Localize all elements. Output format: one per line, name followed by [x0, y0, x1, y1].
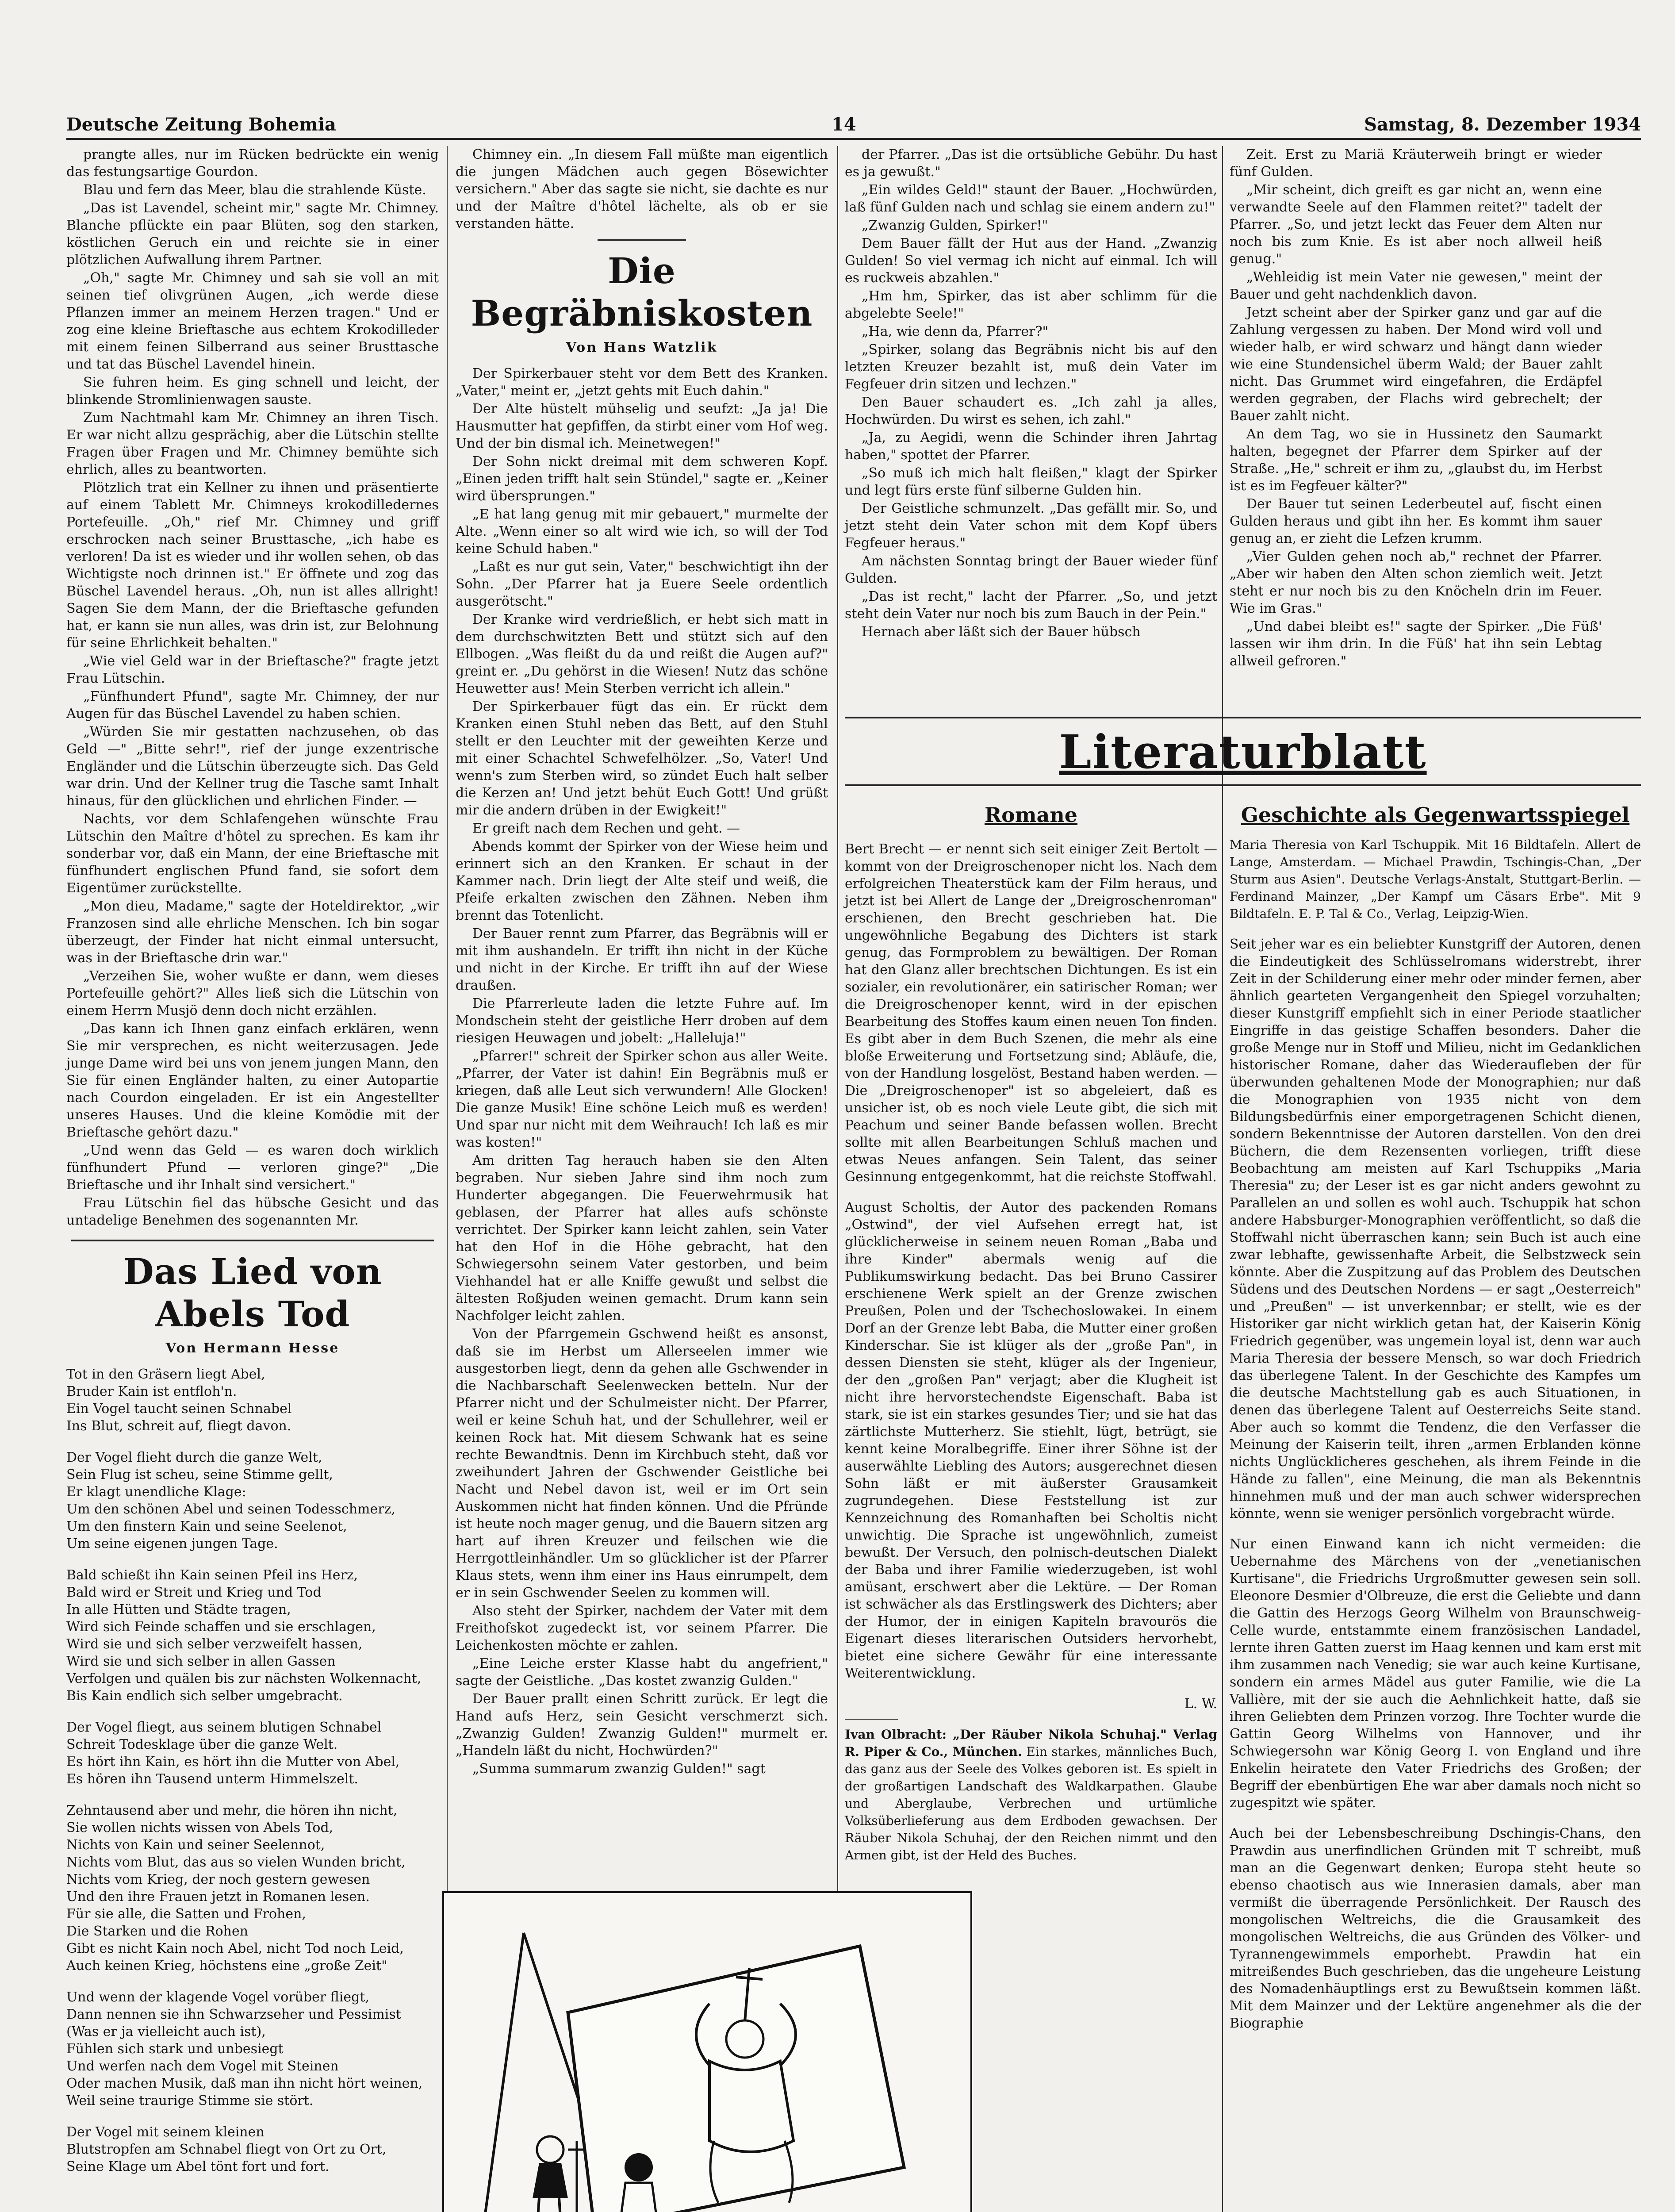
poem-line: Nichts vom Blut, das aus so vielen Wunden bricht,	[66, 1855, 406, 1870]
poem-byline: Von Hermann Hesse	[165, 1340, 340, 1356]
poem-line: Der Vogel flieht durch die ganze Welt,	[66, 1450, 322, 1465]
newspaper-name: Deutsche Zeitung Bohemia	[66, 114, 336, 135]
literature-section	[845, 717, 1641, 2031]
poem-line: Der Vogel fliegt, aus seinem blutigen Schnabel	[66, 1720, 382, 1735]
poem-line: Blutstropfen am Schnabel fliegt von Ort zu Ort,	[66, 2142, 387, 2157]
column-4	[1230, 146, 1602, 743]
section-rule	[845, 1719, 898, 1720]
paragraph: „Oh," sagte Mr. Chimney und sah sie voll an mit seinen tief olivgrünen Augen, „ich werde diese Pflanzen immer an meinem Herzen tragen." Und er zog eine kleine Brieftasche aus echtem Krokodilleder mit einem feinen Silberrand aus seiner Brusttasche und tat das Büschel Lavendel hinein.	[66, 270, 439, 372]
poem-line: Es hört ihn Kain, es hört ihn die Mutter von Abel,	[66, 1754, 400, 1770]
review-signature: L. W.	[1184, 1696, 1217, 1712]
review-paragraph: Seit jeher war es ein beliebter Kunstgriff der Autoren, denen die Eindeutigkeit des Schlüsselromans widerstrebt, ihrer Zeit in der Schilderung einer mehr oder minder fernen, aber ähnlich gearteten Vergangenheit den Spiegel vorzuhalten; dieser Kunstgriff empfiehlt sich in einer Periode staatlicher Eingriffe in das geistige Schaffen besonders. Daher die große Menge nur in Stoff und Milieu, nicht im Gedanklichen historischer Romane, daher das Wiederaufleben der für überwunden gehaltenen Mode der Monographien; nur daß die Monographien von 1935 nicht von dem Bildungsbedürfnis einer emporgetragenen Schicht dienen, sondern Bekenntnisse der Autoren darstellen. Von den drei Büchern, die dem Rezensenten vorliegen, trifft diese Beobachtung am meisten auf Karl Tschuppiks „Maria Theresia" zu; der Leser ist es gar nicht anders gewohnt zu Parallelen an und sollen es wohl auch. Tschuppik hat schon andere Habsburger-Monographien veröffentlicht, so daß die Stoffwahl nicht überraschen kann; sein Buch ist auch eine zwar lebhafte, gewissenhafte Arbeit, die Selbstzweck sein könnte. Aber die Zuspitzung auf das Problem des Deutschen Südens und des Deutschen Nordens — er sagt „Oesterreich" und „Preußen" — ist unverkennbar; er stellt, wie es der Historiker gar nicht wirklich getan hat, der Kaiserin König Friedrich gegenüber, was ungemein loyal ist, denn war auch Maria Theresia der bessere Mensch, so war doch Friedrich das überlegene Talent. In der Geschichte des Kampfes um die deutsche Machtstellung gab es auch Situationen, in denen das überlegene Talent auf Oesterreichs Seite stand. Aber auch so kommt die Tendenz, die den Verfasser die Meinung der Kaiserin teilt, ihren „armen Erblanden könne nichts Unglücklicheres geschehen, als ihrem Feinde in die Hände zu fallen", eine Meinung, die man als Bekenntnis hinnehmen muß und der man auch schwer widersprechen könnte, wenn sie weniger persönlich vorgebracht würde.	[1230, 937, 1641, 1521]
poem-stanza	[66, 2124, 439, 2175]
poem-line: Bald wird er Streit und Krieg und Tod	[66, 1585, 322, 1600]
poem-line: Wird sich Feinde schaffen und sie erschlagen,	[66, 1619, 376, 1635]
page-number: 14	[832, 114, 856, 135]
paragraph: „Spirker, solang das Begräbnis nicht bis auf den letzten Kreuzer bezahlt ist, muß dein Vater im Fegfeuer drin sitzen und lechzen."	[845, 342, 1217, 392]
paragraph: „Hm hm, Spirker, das ist aber schlimm für die abgelebte Seele!"	[845, 288, 1217, 321]
olbracht-reference	[845, 1726, 1217, 1864]
paragraph: Der Alte hüstelt mühselig und seufzt: „Ja ja! Die Hausmutter hat gepfiffen, da stirbt einer vom Hof weg. Und der bin dismal ich. Meinetwegen!"	[456, 401, 828, 451]
paragraph: Plötzlich trat ein Kellner zu ihnen und präsentierte auf einem Tablett Mr. Chimneys krokodilledernes Portefeuille. „Oh," rief Mr. Chimney und griff erschrocken nach seiner Brusttasche, „ich habe es verloren! Da ist es wieder und ihr wollen sehen, ob das Wichtigste noch drinnen ist." Er öffnete und zog das Büschel Lavendel heraus. „Oh, nun ist alles allright! Sagen Sie dem Mann, der die Brieftasche gefunden hat, er kann sie nun alles, was drin ist, zur Belohnung für seine Ehrlichkeit behalten."	[66, 480, 439, 651]
paragraph: Der Bauer rennt zum Pfarrer, das Begräbnis will er mit ihm aushandeln. Er trifft ihn nicht in der Küche und nicht in der Kirche. Er trifft ihn auf der Wiese draußen.	[456, 926, 828, 993]
olbracht-title: Ivan Olbracht: „Der Räuber Nikola Schuhaj." Verlag R. Piper & Co., München.	[845, 1727, 1217, 1759]
cartoon-illustration	[442, 1891, 972, 2212]
paragraph: „Würden Sie mir gestatten nachzusehen, ob das Geld —" „Bitte sehr!", rief der junge exzentrische Engländer und die Lütschin überzeugte sich. Das Geld war drin. Und der Kellner trug die Tasche samt Inhalt hinaus, für den glücklichen und ehrlichen Finder. —	[66, 724, 439, 809]
paragraph: Dem Bauer fällt der Hut aus der Hand. „Zwanzig Gulden! So viel vermag ich nicht auf einmal. Ich will es ruckweis abzahlen."	[845, 236, 1217, 286]
paragraph: Am nächsten Sonntag bringt der Bauer wieder fünf Gulden.	[845, 553, 1217, 586]
poem-stanza	[66, 1567, 439, 1705]
paragraph: Sie fuhren heim. Es ging schnell und leicht, der blinkende Stromlinienwagen sauste.	[66, 375, 439, 407]
review-paragraph: August Scholtis, der Autor des packenden Romans „Ostwind", der viel Aufsehen erregt hat, ist glücklicherweise in seinem neuen Roman „Baba und ihre Kinder" abermals wenig auf die Publikumswirkung bedacht. Das bei Bruno Cassirer erschienene Werk spielt an der Grenze zwischen Preußen, Polen und der Tschechoslowakei. In einem Dorf an der Grenze lebt Baba, die Mutter einer großen Kinderschar. Sie ist klüger als der „große Pan", in dessen Diensten sie steht, klüger als der Ingenieur, der den „großen Pan" verjagt; aber die Klugheit ist nicht ihre hervorstechendste Eigenschaft. Baba ist stark, sie ist ein starkes gesundes Tier; und sie hat das zärtlichste Mutterherz. Sie stiehlt, lügt, betrügt, sie kennt keine Moralbegriffe. Einer ihrer Söhne ist der auserwählte Liebling des Autors; ausgerechnet diesen Sohn läßt er mit äußerster Grausamkeit zugrundegehen. Diese Feststellung ist zur Kennzeichnung des Romanhaften bei Scholtis nicht unwichtig. Die Sprache ist ungewöhnlich, zumeist bewußt. Der Versuch, den polnisch-deutschen Dialekt der Baba und ihrer Familie wiederzugeben, ist wohl amüsant, erschwert aber die Lektüre. — Der Roman ist schwächer als das Erstlingswerk des Dichters; aber der Humor, der in einigen Kapiteln bravourös die Eigenart dieses literarischen Outsiders hervorhebt, bietet eine sichere Gewähr für eine interessante Weiterentwicklung.	[845, 1200, 1217, 1681]
poem-line: (Was er ja vielleicht auch ist),	[66, 2024, 266, 2039]
poem-line: Der Vogel mit seinem kleinen	[66, 2124, 264, 2140]
poem-line: Gibt es nicht Kain noch Abel, nicht Tod noch Leid,	[66, 1941, 404, 1956]
poem-line: Ein Vogel taucht seinen Schnabel	[66, 1401, 292, 1417]
paragraph: „Verzeihen Sie, woher wußte er dann, wem dieses Portefeuille gehört?" Alles ließ sich die Lütschin von einem Herrn Musjö denn doch nicht erzählen.	[66, 968, 439, 1018]
poem-line: Bruder Kain ist entfloh'n.	[66, 1384, 237, 1399]
paragraph: Die Pfarrerleute laden die letzte Fuhre auf. Im Mondschein steht der geistliche Herr droben auf dem riesigen Heuwagen und jobelt: „Halleluja!"	[456, 996, 828, 1046]
paragraph: „Fünfhundert Pfund", sagte Mr. Chimney, der nur Augen für das Büschel Lavendel zu haben schien.	[66, 689, 439, 722]
section-rule	[71, 1240, 434, 1241]
paragraph: „Mir scheint, dich greift es gar nicht an, wenn eine verwandte Seele auf den Flammen reitet?" tadelt der Pfarrer. „So, und jetzt leckt das Feuer dem Alten nur noch bis zum Knie. Es ist aber noch allweil heiß genug."	[1230, 182, 1602, 267]
history-books-list: Maria Theresia von Karl Tschuppik. Mit 16 Bildtafeln. Allert de Lange, Amsterdam. — Michael Prawdin, Tschingis-Chan, „Der Sturm aus Asien". Deutsche Verlags-Anstalt, Stuttgart-Berlin. — Ferdinand Mainzer, „Der Kampf um Cäsars Erbe". Mit 9 Bildtafeln. E. P. Tal & Co., Verlag, Leipzig-Wien.	[1230, 837, 1641, 921]
novel-reviews	[845, 841, 1217, 1682]
paragraph: Der Spirkerbauer fügt das ein. Er rückt dem Kranken einen Stuhl neben das Bett, auf den Stuhl stellt er den Leuchter mit der geweihten Kerze und mit einer Schachtel Schwefelhölzer. „So, Vater! Und wenn's zum Sterben wird, so zündet Euch halt selber die Kerzen an! Und jetzt behüt Euch Gott! Und grüßt mir die andern drüben in der Ewigkeit!"	[456, 699, 828, 818]
paragraph: Chimney ein. „In diesem Fall müßte man eigentlich die jungen Mädchen auch gegen Bösewichter versichern." Aber das sagte sie nicht, sie dachte es nur und der Maître d'hôtel lächelte, als ob er sie verstanden hätte.	[456, 147, 828, 231]
paragraph: „Laßt es nur gut sein, Vater," beschwichtigt ihn der Sohn. „Der Pfarrer hat ja Euere Seele ordentlich ausgerötscht."	[456, 559, 828, 609]
poem-line: Die Starken und die Rohen	[66, 1924, 249, 1939]
child-leg	[537, 2198, 539, 2212]
paragraph: Der Spirkerbauer steht vor dem Bett des Kranken. „Vater," meint er, „jetzt gehts mit Euch dahin."	[456, 366, 828, 399]
poem-line: Oder machen Musik, daß man ihn nicht hört weinen,	[66, 2076, 423, 2091]
review-paragraph: Bert Brecht — er nennt sich seit einiger Zeit Bertolt — kommt von der Dreigroschenoper nicht los. Nach dem erfolgreichen Theaterstück kam der Film heraus, und jetzt ist bei Allert de Lange der „Dreigroschenroman" erschienen, den Brecht geschrieben hat. Die ungewöhnliche Begabung des Dichters ist stark genug, das Formproblem zu bewältigen. Der Roman hat den Glanz aller brechtschen Dichtungen. Es ist ein sozialer, ein revolutionärer, ein satirischer Roman; wer die Dreigroschenoper kennt, wird in der epischen Bearbeitung des Stoffes kaum einen neuen Ton finden. Es gibt aber in dem Buch Szenen, die mehr als eine bloße Erweiterung und Fortsetzung sind; Abläufe, die, von der Handlung losgelöst, Bestand haben werden. — Die „Dreigroschenoper" ist so abgeleiert, daß es unsicher ist, ob es noch viele Leute gibt, die sich mit Peachum und seiner Bande befassen wollen. Brecht sollte mit allen Bearbeitungen Schluß machen und etwas Neues anfangen. Sein Talent, das seiner Gesinnung entgegenkommt, hat die reichste Stoffwahl.	[845, 841, 1217, 1185]
paragraph: „Und dabei bleibt es!" sagte der Spirker. „Die Füß' lassen wir ihm drin. In die Füß' hat ihn sein Lebtag allweil gefroren."	[1230, 619, 1602, 669]
poem-line: Um den finstern Kain und seine Seelenot,	[66, 1519, 347, 1534]
poem-line: Schreit Todesklage über die ganze Welt.	[66, 1737, 338, 1752]
poem-line: Verfolgen und quälen bis zur nächsten Wolkennacht,	[66, 1671, 422, 1686]
review-paragraph: Nur einen Einwand kann ich nicht vermeiden: die Uebernahme des Märchens von der „venetianischen Kurtisane", die Friedrichs Urgroßmutter gewesen sein soll. Eleonore Desmier d'Olbreuze, die erst die Geliebte und dann die Gattin des Herzogs Georg Wilhelm von Braunschweig-Celle wurde, entstammte einem französischen Landadel, lernte ihren Gatten zuerst im Haag kennen und kam erst mit ihm zusammen nach Venedig; sie war auch keine Kurtisane, sondern ein armes Mädel aus guter Familie, wie die La Vallière, mit der sie auch die Aehnlichkeit hatte, daß sie ihren Geliebten dem Prinzen vorzog. Ihre Tochter wurde die Gattin Georg Wilhelms von Hannover, und ihr Schwiegersohn war König Georg I. von England und ihre Enkelin heiratete den Vater Friedrichs des Großen; der Begriff der ebenbürtigen Ehe war aber damals noch nicht so zugespitzt wie später.	[1230, 1536, 1641, 1811]
poem-line: Sie wollen nichts wissen von Abels Tod,	[66, 1820, 333, 1836]
paragraph: „Das ist Lavendel, scheint mir," sagte Mr. Chimney. Blanche pflückte ein paar Blüten, sog den starken, köstlichen Geruch ein und reichte sie in einer plötzlichen Aufwallung ihrem Partner.	[66, 200, 439, 268]
paragraph: „Eine Leiche erster Klasse habt du angefrient," sagte der Geistliche. „Das kostet zwanzig Gulden."	[456, 1656, 828, 1689]
child-head	[625, 2153, 653, 2181]
story-title: Die Begräbniskosten	[471, 250, 813, 334]
poem-line: Um den schönen Abel und seinen Todesschmerz,	[66, 1502, 395, 1517]
poem-line: Und den ihre Frauen jetzt in Romanen lesen.	[66, 1889, 370, 1905]
poem-line: Für sie alle, die Satten und Frohen,	[66, 1906, 306, 1922]
poem	[66, 1366, 439, 2175]
poem-line: Zehntausend aber und mehr, die hören ihn nicht,	[66, 1803, 398, 1818]
paragraph: „Pfarrer!" schreit der Spirker schon aus aller Weite. „Pfarrer, der Vater ist dahin! Ein Begräbnis muß er kriegen, daß alle Leut sich verwundern! Alle Glocken! Die ganze Musik! Eine schöne Leich muß es werden! Und spar nur nicht mit dem Weihrauch! Ich laß es mir was kosten!"	[456, 1048, 828, 1150]
poem-line: Nichts von Kain und seiner Seelennot,	[66, 1837, 325, 1853]
history-review	[1230, 936, 1641, 2032]
page-header	[66, 111, 1641, 142]
paragraph: „Wehleidig ist mein Vater nie gewesen," meint der Bauer und geht nachdenklich davon.	[1230, 269, 1602, 302]
paragraph: Blau und fern das Meer, blau die strahlende Küste.	[83, 182, 426, 198]
paragraph: „Mon dieu, Madame," sagte der Hoteldirektor, „wir Franzosen sind alle ehrliche Menschen. Ich bin sogar überzeugt, der Finder hat nicht einmal untersucht, was in der Brieftasche drin war."	[66, 899, 439, 966]
paragraph: „Ha, wie denn da, Pfarrer?"	[862, 324, 1049, 339]
history-heading: Geschichte als Gegenwartsspiegel	[1241, 803, 1630, 827]
paragraph: Der Bauer tut seinen Lederbeutel auf, fischt einen Gulden heraus und gibt ihn her. Es kommt ihm sauer genug an, er zieht die Lefzen krumm.	[1230, 496, 1602, 546]
paragraph: Er greift nach dem Rechen und geht. —	[472, 821, 740, 836]
poem-line: Und wenn der klagende Vogel vorüber fliegt,	[66, 1989, 369, 2005]
paragraph: „So muß ich mich halt fleißen," klagt der Spirker und legt fürs erste fünf silberne Gulden hin.	[845, 465, 1217, 498]
paragraph: „Ein wildes Geld!" staunt der Bauer. „Hochwürden, laß fünf Gulden nach und schlag sie einem andern zu!"	[845, 182, 1217, 215]
poem-line: Auch keinen Krieg, höchstens eine „große Zeit"	[66, 1958, 387, 1974]
poem-stanza	[66, 1989, 439, 2109]
poem-line: Es hören ihn Tausend unterm Himmelszelt.	[66, 1771, 358, 1787]
section-rule	[845, 784, 1641, 786]
olbracht-review: Ein starkes, männliches Buch, das ganz aus der Seele des Volkes geboren ist. Es spielt in der großartigen Landschaft des Waldkarpathen. Glaube und Aberglaube, Verbrechen und urtümliche Volksüberlieferung aus dem Erdboden gewachsen. Der Räuber Nikola Schuhaj, der den Reichen nimmt und den Armen gibt, ist der Held des Buches.	[845, 1744, 1218, 1863]
paragraph: „E hat lang genug mit mir gebauert," murmelte der Alte. „Wenn einer so alt wird wie ich, so will der Tod keine Schuld haben."	[456, 507, 828, 557]
easel-leg	[479, 1933, 524, 2212]
poem-line: Bald schießt ihn Kain seinen Pfeil ins Herz,	[66, 1567, 358, 1583]
poem-line: Und werfen nach dem Vogel mit Steinen	[66, 2058, 339, 2074]
paragraph: prangte alles, nur im Rücken bedrückte ein wenig das festungsartige Gourdon.	[66, 147, 439, 180]
poem-line: Tot in den Gräsern liegt Abel,	[66, 1367, 265, 1382]
paragraph: Von der Pfarrgemein Gschwend heißt es ansonst, daß sie im Herbst um Allerseelen immer wie ausgestorben liegt, denn da gehen alle Gschwender in die Nachbarschaft Seelenwecken betteln. Nur der Pfarrer nicht und der Schulmeister nicht. Der Pfarrer, weil er keine Schuh hat, und der Schullehrer, weil er keinen Rock hat. Mit diesem Schwank hat es seine rechte Bewandtnis. Denn im Kirchbuch steht, daß vor zweihundert Jahren der Gschwender Geistliche bei Nacht und Nebel davon ist, weil er im Ort sein Auskommen nicht hat finden können. Und die Pfründe ist heute noch mager genug, und die Bauern sitzen arg hart auf ihren Kreuzer und feilschen wie die Herrgottleinhändler. Um so glücklicher ist der Pfarrer Klaus stets, wenn ihm einer ins Haus einrumpelt, dem er in sein Gschwender Seelen zu kommen will.	[456, 1326, 828, 1601]
child-leg	[559, 2198, 561, 2212]
paragraph: Den Bauer schaudert es. „Ich zahl ja alles, Hochwürden. Du wirst es sehen, ich zahl."	[845, 395, 1217, 427]
header-rule	[66, 138, 1641, 140]
poem-title: Das Lied von Abels Tod	[123, 1251, 382, 1335]
section-rule	[845, 717, 1641, 718]
poem-line: Nichts vom Krieg, der noch gestern gewesen	[66, 1872, 370, 1887]
paragraph: „Vier Gulden gehen noch ab," rechnet der Pfarrer. „Aber wir haben den Alten schon ziemlich weit. Jetzt steht er nur noch bis zu den Knöcheln drin im Feuer. Wie im Gras."	[1230, 549, 1602, 616]
poem-line: Er klagt unendliche Klage:	[66, 1484, 246, 1500]
story-ending	[456, 146, 828, 232]
canvas-board	[568, 1946, 904, 2212]
paragraph: Nachts, vor dem Schlafengehen wünschte Frau Lütschin den Maître d'hôtel zu sprechen. Es kam ihr sonderbar vor, daß ein Mann, der eine Brieftasche mit fünfhundert englischen Pfund fand, sie sofort dem Eigentümer zurückstellte.	[66, 811, 439, 896]
story-byline: Von Hans Watzlik	[566, 340, 718, 355]
poem-line: Bis Kain endlich sich selber umgebracht.	[66, 1688, 343, 1704]
review-paragraph: Auch bei der Lebensbeschreibung Dschingis-Chans, den Prawdin aus unerfindlichen Gründen mit T schreibt, muß man an die Gegenwart denken; Europa steht heute so ebenso chaotisch aus wie Innerasien damals, aber man vermißt die überragende Persönlichkeit. Der Rausch des mongolischen Weltreichs, die die Grausamkeit des mongolischen Weltreichs, die aus Gründen des Völker- und Tyrannengewimmels emporhebt. Prawdin hat ein mitreißendes Buch geschrieben, das die ungeheure Leistung des Nomadenhäuptlings erst zu Bewußtsein kommen läßt. Mit dem Mainzer und der Lektüre angenehmer als die der Biographie	[1230, 1826, 1641, 2031]
issue-date: Samstag, 8. Dezember 1934	[1364, 114, 1641, 135]
column-1	[66, 146, 439, 2189]
poem-stanza	[66, 1366, 439, 1435]
section-rule	[598, 239, 686, 241]
story-text-end	[1230, 146, 1602, 670]
poem-line: Um seine eigenen jungen Tage.	[66, 1536, 278, 1551]
story-text	[456, 365, 828, 1778]
paragraph: Am dritten Tag herauch haben sie den Alten begraben. Nur sieben Jahre sind ihm noch zum Hunderter abgegangen. Die Feuerwehrmusik hat geblasen, der Pfarrer hat alles aufs schönste verrichtet. Der Spirker kann leicht zahlen, sein Vater hat den Hof in die Höhe gebracht, hat den Schwiegersohn seinem Vater gestorben, und beim Viehhandel hat er alle Kniffe gewußt und selbst die ältesten Roßjuden weinen gemacht. Drum kann sein Nachfolger leicht zahlen.	[456, 1153, 828, 1324]
column-2	[456, 146, 828, 1778]
history-column	[1230, 796, 1641, 2045]
paragraph: „Zwanzig Gulden, Spirker!"	[862, 218, 1048, 233]
poem-stanza	[66, 1719, 439, 1788]
novels-heading: Romane	[984, 803, 1078, 827]
cartoon-drawing	[444, 1893, 970, 2212]
poem-line: Ins Blut, schreit auf, fliegt davon.	[66, 1418, 291, 1434]
paragraph: der Pfarrer. „Das ist die ortsübliche Gebühr. Du hast es ja gewußt."	[845, 147, 1217, 180]
paragraph: Zum Nachtmahl kam Mr. Chimney an ihren Tisch. Er war nicht allzu gesprächig, aber die Lütschin stellte Fragen über Fragen und Mr. Chimney bemühte sich ehrlich, alles zu beantworten.	[66, 410, 439, 477]
paragraph: Abends kommt der Spirker von der Wiese heim und erinnert sich an den Kranken. Er schaut in der Kammer nach. Drin liegt der Alte steif und weiß, die Pfeife erkalten zwischen den Zähnen. Neben ihm brennt das Totenlicht.	[456, 839, 828, 923]
paragraph: „Und wenn das Geld — es waren doch wirklich fünfhundert Pfund — verloren ginge?" „Die Brieftasche und ihr Inhalt sind versichert."	[66, 1143, 439, 1193]
poem-line: Dann nennen sie ihn Schwarzseher und Pessimist	[66, 2007, 401, 2022]
paragraph: An dem Tag, wo sie in Hussinetz den Saumarkt halten, begegnet der Pfarrer dem Spirker auf der Straße. „He," schreit er ihm zu, „glaubst du, im Herbst ist es im Fegfeuer kälter?"	[1230, 426, 1602, 494]
paragraph: Also steht der Spirker, nachdem der Vater mit dem Freithofskot zugedeckt ist, vor seinem Pfarrer. Die Leichenkosten möchte er zahlen.	[456, 1603, 828, 1653]
paragraph: Zeit. Erst zu Mariä Kräuterweih bringt er wieder fünf Gulden.	[1230, 147, 1602, 180]
poem-line: Wird sie und sich selber verzweifelt hassen,	[66, 1636, 363, 1652]
paragraph: Frau Lütschin fiel das hübsche Gesicht und das untadelige Benehmen des sogenannten Mr.	[66, 1195, 439, 1228]
child-head	[537, 2136, 563, 2163]
paragraph: Der Kranke wird verdrießlich, er hebt sich matt in dem durchschwitzten Bett und stützt sich auf den Ellbogen. „Was fleißt du da und reißt die Augen auf?" greint er. „Du gehörst in die Wiesen! Nutz das schöne Heuwetter aus! Mein Sterben verricht ich allein."	[456, 612, 828, 696]
literaturblatt-title: Literaturblatt	[1059, 725, 1427, 779]
poem-stanza	[66, 1802, 439, 1974]
poem-line: Wird sie und sich selber in allen Gassen	[66, 1654, 336, 1669]
story-continuation	[66, 146, 439, 1229]
story-text-continued	[845, 146, 1217, 641]
poem-line: Seine Klage um Abel tönt fort und fort.	[66, 2159, 330, 2174]
paragraph: „Das ist recht," lacht der Pfarrer. „So, und jetzt steht dein Vater nur noch bis zum Bauch in der Pein."	[845, 589, 1217, 622]
paragraph: Der Sohn nickt dreimal mit dem schweren Kopf. „Einen jeden trifft halt sein Stündel," sagte er. „Keiner wird übersprungen."	[456, 454, 828, 504]
poem-line: In alle Hütten und Städte tragen,	[66, 1602, 291, 1617]
paragraph: „Wie viel Geld war in der Brieftasche?" fragte jetzt Frau Lütschin.	[66, 653, 439, 686]
paragraph: Der Geistliche schmunzelt. „Das gefällt mir. So, und jetzt steht dein Vater schon mit dem Kopf übers Fegfeuer heraus."	[845, 501, 1217, 551]
paragraph: „Ja, zu Aegidi, wenn die Schinder ihren Jahrtag haben," spottet der Pfarrer.	[845, 430, 1217, 463]
child-body	[533, 2163, 568, 2198]
poem-line: Weil seine traurige Stimme sie stört.	[66, 2093, 314, 2108]
paragraph: „Das kann ich Ihnen ganz einfach erklären, wenn Sie mir versprechen, es nicht weiterzusagen. Jede junge Dame wird bei uns von jenem jungen Mann, den Sie für einen Engländer halten, zu einer Autopartie nach Courdon eingeladen. Er ist ein Angestellter unseres Hauses. Und die kleine Komödie mit der Brieftasche gehört dazu."	[66, 1021, 439, 1140]
novels-column	[845, 796, 1217, 1864]
poem-line: Fühlen sich stark und unbesiegt	[66, 2041, 284, 2057]
paragraph: Hernach aber läßt sich der Bauer hübsch	[862, 624, 1141, 640]
poem-stanza	[66, 1449, 439, 1552]
paragraph: „Summa summarum zwanzig Gulden!" sagt	[472, 1761, 766, 1777]
paragraph: Jetzt scheint aber der Spirker ganz und gar auf die Zahlung vergessen zu haben. Der Mond wird voll und wieder halb, er wird schwarz und hängt dann wieder wie eine Stundensichel überm Wald; der Bauer zahlt nicht. Das Grummet wird eingefahren, die Erdäpfel werden gegraben, der Flachs wird gebrechelt; der Bauer zahlt nicht.	[1230, 305, 1602, 424]
poem-line: Sein Flug ist scheu, seine Stimme gellt,	[66, 1467, 333, 1482]
paragraph: Der Bauer prallt einen Schritt zurück. Er legt die Hand aufs Herz, sein Gesicht verschmerzt sich. „Zwanzig Gulden! Zwanzig Gulden!" murmelt er. „Handeln läßt du nicht, Hochwürden?"	[456, 1691, 828, 1759]
